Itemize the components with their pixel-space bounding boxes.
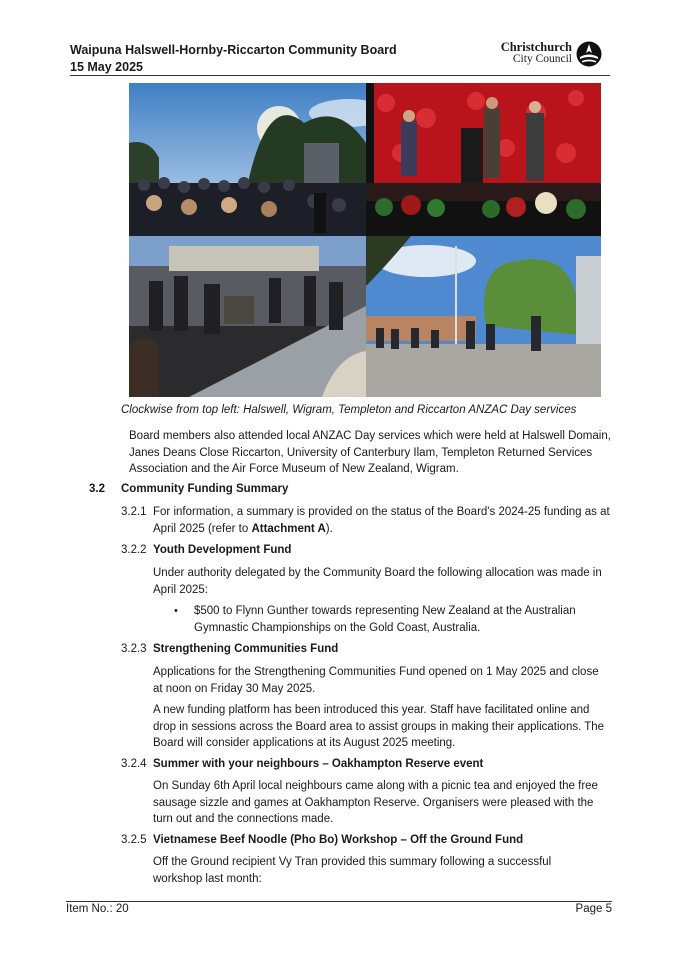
header-divider <box>70 75 610 76</box>
photo-templeton <box>129 236 366 397</box>
funding-summary-end: ). <box>325 522 333 535</box>
page-number: Page 5 <box>575 903 612 915</box>
anzac-paragraph: Board members also attended local ANZAC Day services which were held at Halswell Domain, Janes Deans Close Riccarton, University of Canterbury Ilam, Templeton Returned Services Association and the Air Force Museum of New Zealand, Wigram. <box>129 430 611 475</box>
photo-halswell <box>129 83 366 236</box>
logo-line1: Christchurch <box>500 40 572 54</box>
pho-workshop-paragraph: Off the Ground recipient Vy Tran provided this summary following a successful workshop last month: <box>153 856 552 885</box>
subsection-title-323: Strengthening Communities Fund <box>153 643 339 655</box>
subsection-title-322: Youth Development Fund <box>153 544 292 556</box>
item-number: Item No.: 20 <box>66 903 129 915</box>
section-number: 3.2 <box>89 483 105 495</box>
subsection-number-324: 3.2.4 <box>121 758 147 770</box>
subsection-title-325: Vietnamese Beef Noodle (Pho Bo) Workshop – Off the Ground Fund <box>153 834 524 846</box>
funding-summary-paragraph <box>153 504 611 537</box>
subsection-number-321: 3.2.1 <box>121 506 147 518</box>
funding-summary-text: For information, a summary is provided on the status of the Board's 2024-25 funding as at April 2025 (refer to <box>153 506 610 535</box>
section-title: Community Funding Summary <box>121 483 289 495</box>
youth-fund-paragraph: Under authority delegated by the Community Board the following allocation was made in April 2025: <box>153 567 602 596</box>
photo-riccarton <box>366 236 601 397</box>
anzac-photo-collage <box>129 83 601 397</box>
attachment-reference: Attachment A <box>251 522 326 535</box>
meeting-date: 15 May 2025 <box>70 60 143 74</box>
strengthening-paragraph-1: Applications for the Strengthening Communities Fund opened on 1 May 2025 and close at noon on Friday 30 May 2025. <box>153 666 599 695</box>
bullet-dot: • <box>174 605 178 617</box>
footer-divider <box>66 901 612 902</box>
photo-wigram <box>366 83 601 236</box>
logo-line2: City Council <box>512 53 572 65</box>
subsection-number-325: 3.2.5 <box>121 834 147 846</box>
photo-caption: Clockwise from top left: Halswell, Wigram, Templeton and Riccarton ANZAC Day services <box>121 404 577 416</box>
youth-fund-bullet: $500 to Flynn Gunther towards representing New Zealand at the Australian Gymnastic Championships on the Gold Coast, Australia. <box>194 605 576 634</box>
council-logo <box>498 41 602 69</box>
subsection-number-322: 3.2.2 <box>121 544 147 556</box>
subsection-number-323: 3.2.3 <box>121 643 147 655</box>
subsection-title-324: Summer with your neighbours – Oakhampton Reserve event <box>153 758 484 770</box>
strengthening-paragraph-2: A new funding platform has been introduced this year. Staff have facilitated online and drop in sessions across the Board area to assist groups in making their applications. The Board will consider applications at its August 2025 meeting. <box>153 704 605 749</box>
oakhampton-paragraph: On Sunday 6th April local neighbours came along with a picnic tea and enjoyed the free sausage sizzle and games at Oakhampton Reserve. Organisers were pleased with the turn out and the connections made. <box>153 780 598 825</box>
council-emblem-icon <box>576 41 602 67</box>
document-header <box>70 42 397 76</box>
board-name: Waipuna Halswell-Hornby-Riccarton Community Board <box>70 43 397 57</box>
